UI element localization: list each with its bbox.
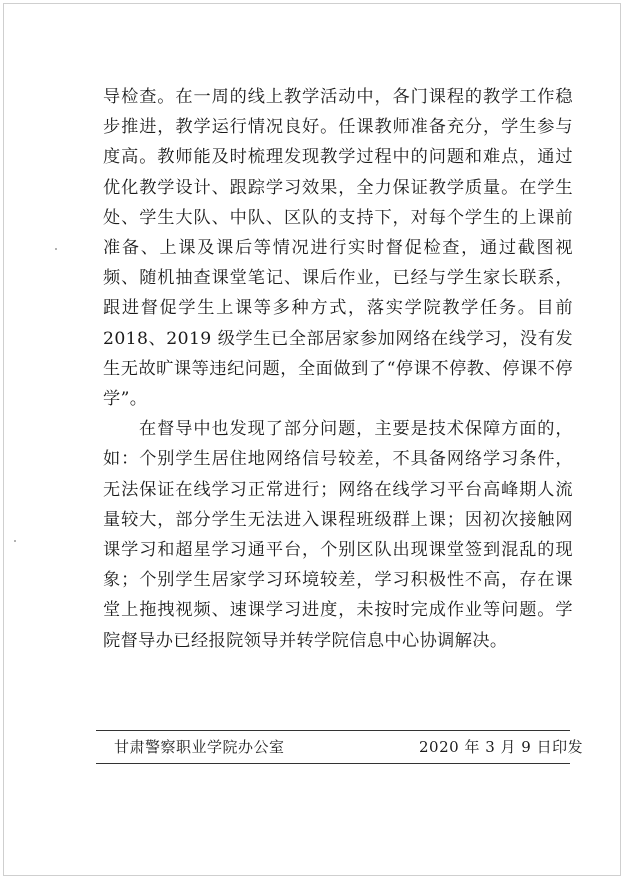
footer-issuer: 甘肃警察职业学院办公室	[114, 738, 285, 756]
footer-date: 2020 年 3 月 9 日印发	[419, 738, 584, 756]
document-body	[103, 82, 573, 656]
scan-speck	[14, 540, 16, 542]
paragraph-1: 导检查。在一周的线上教学活动中，各门课程的教学工作稳步推进，教学运行情况良好。任课教师准备充分，学生参与度高。教师能及时梳理发现教学过程中的问题和难点，通过优化教学设计、跟踪学习效果，全力保证教学质量。在学生处、学生大队、中队、区队的支持下，对每个学生的上课前准备、上课及课后等情况进行实时督促检查，通过截图视频、随机抽查课堂笔记、课后作业，已经与学生家长联系，跟进督促学生上课等多种方式，落实学院教学任务。目前 2018、2019 级学生已全部居家参加网络在线学习，没有发生无故旷课等违纪问题，全面做到了“停课不停教、停课不停学”。	[103, 87, 573, 410]
footer-top-rule	[96, 730, 570, 731]
scan-speck	[55, 248, 57, 250]
paragraph-2: 在督导中也发现了部分问题，主要是技术保障方面的，如：个别学生居住地网络信号较差，不具备网络学习条件，无法保证在线学习正常进行；网络在线学习平台高峰期人流量较大，部分学生无法进入课程班级群上课；因初次接触网课学习和超星学习通平台，个别区队出现课堂签到混乱的现象；个别学生居家学习环境较差，学习积极性不高，存在课堂上拖拽视频、速课学习进度，未按时完成作业等问题。学院督导办已经报院领导并转学院信息中心协调解决。	[103, 419, 573, 651]
footer-bottom-rule	[96, 763, 570, 764]
